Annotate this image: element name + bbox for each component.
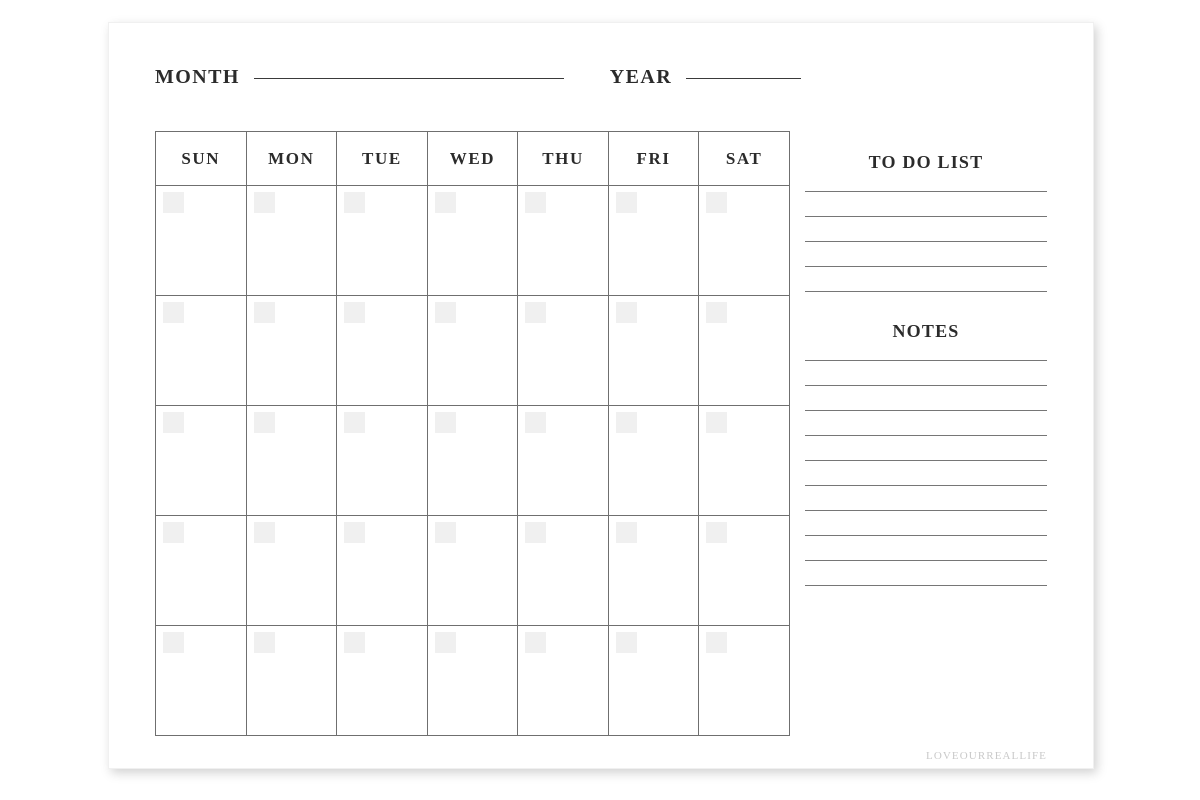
day-number-box — [616, 522, 637, 543]
day-number-box — [525, 632, 546, 653]
calendar-day-cell[interactable] — [156, 186, 247, 296]
day-number-box — [525, 412, 546, 433]
day-number-box — [254, 302, 275, 323]
day-number-box — [435, 302, 456, 323]
weekday-header-tue: TUE — [337, 132, 428, 186]
day-number-box — [163, 522, 184, 543]
calendar-week-row — [156, 626, 790, 736]
calendar-day-cell[interactable] — [156, 406, 247, 516]
calendar-day-cell[interactable] — [156, 626, 247, 736]
day-number-box — [616, 412, 637, 433]
calendar-day-cell[interactable] — [518, 626, 609, 736]
day-number-box — [706, 632, 727, 653]
calendar-day-cell[interactable] — [246, 516, 337, 626]
calendar-day-cell[interactable] — [608, 516, 699, 626]
day-number-box — [706, 522, 727, 543]
day-number-box — [344, 632, 365, 653]
header-fields — [155, 53, 1047, 101]
notes-line[interactable] — [805, 585, 1047, 586]
year-label: YEAR — [609, 65, 673, 88]
calendar-day-cell[interactable] — [427, 296, 518, 406]
day-number-box — [163, 632, 184, 653]
day-number-box — [254, 192, 275, 213]
calendar-day-cell[interactable] — [427, 406, 518, 516]
calendar-week-row — [156, 186, 790, 296]
calendar-day-cell[interactable] — [427, 626, 518, 736]
calendar-day-cell[interactable] — [337, 186, 428, 296]
notes-line[interactable] — [805, 510, 1047, 511]
day-number-box — [525, 192, 546, 213]
year-write-in-line[interactable] — [686, 78, 801, 79]
day-number-box — [706, 302, 727, 323]
calendar-day-cell[interactable] — [699, 186, 790, 296]
day-number-box — [163, 302, 184, 323]
calendar-day-cell[interactable] — [337, 296, 428, 406]
day-number-box — [525, 522, 546, 543]
sheet-content — [155, 53, 1047, 742]
weekday-header-sun: SUN — [156, 132, 247, 186]
todo-line[interactable] — [805, 266, 1047, 267]
day-number-box — [163, 412, 184, 433]
printable-calendar-sheet — [108, 22, 1094, 769]
calendar-day-cell[interactable] — [246, 296, 337, 406]
calendar-day-cell[interactable] — [518, 516, 609, 626]
calendar-day-cell[interactable] — [337, 516, 428, 626]
calendar-day-cell[interactable] — [427, 186, 518, 296]
calendar-table — [155, 131, 790, 736]
calendar-day-cell[interactable] — [608, 626, 699, 736]
day-number-box — [435, 522, 456, 543]
notes-line[interactable] — [805, 410, 1047, 411]
calendar-day-cell[interactable] — [699, 626, 790, 736]
notes-line[interactable] — [805, 560, 1047, 561]
todo-line[interactable] — [805, 241, 1047, 242]
todo-line[interactable] — [805, 216, 1047, 217]
weekday-header-fri: FRI — [608, 132, 699, 186]
sidebar-panel — [805, 131, 1047, 586]
calendar-day-cell[interactable] — [337, 626, 428, 736]
calendar-week-row — [156, 296, 790, 406]
day-number-box — [706, 412, 727, 433]
calendar-header-row — [156, 132, 790, 186]
day-number-box — [616, 302, 637, 323]
calendar-day-cell[interactable] — [699, 516, 790, 626]
main-area — [155, 131, 1047, 742]
notes-line[interactable] — [805, 535, 1047, 536]
day-number-box — [435, 192, 456, 213]
weekday-header-wed: WED — [427, 132, 518, 186]
calendar-day-cell[interactable] — [699, 406, 790, 516]
calendar-day-cell[interactable] — [337, 406, 428, 516]
day-number-box — [435, 632, 456, 653]
calendar-day-cell[interactable] — [699, 296, 790, 406]
todo-line[interactable] — [805, 191, 1047, 192]
notes-heading: NOTES — [892, 321, 960, 341]
weekday-header-thu: THU — [518, 132, 609, 186]
todo-list-heading: TO DO LIST — [868, 152, 984, 172]
month-write-in-line[interactable] — [254, 78, 564, 79]
notes-line[interactable] — [805, 435, 1047, 436]
day-number-box — [344, 412, 365, 433]
calendar-day-cell[interactable] — [518, 406, 609, 516]
day-number-box — [435, 412, 456, 433]
day-number-box — [344, 192, 365, 213]
calendar-day-cell[interactable] — [518, 186, 609, 296]
notes-line[interactable] — [805, 460, 1047, 461]
notes-line[interactable] — [805, 385, 1047, 386]
calendar-body — [156, 186, 790, 736]
day-number-box — [254, 522, 275, 543]
todo-line[interactable] — [805, 291, 1047, 292]
calendar-day-cell[interactable] — [518, 296, 609, 406]
calendar-day-cell[interactable] — [246, 626, 337, 736]
day-number-box — [706, 192, 727, 213]
day-number-box — [344, 522, 365, 543]
calendar-week-row — [156, 516, 790, 626]
calendar-day-cell[interactable] — [156, 516, 247, 626]
calendar-day-cell[interactable] — [608, 406, 699, 516]
day-number-box — [254, 632, 275, 653]
calendar-day-cell[interactable] — [608, 296, 699, 406]
day-number-box — [616, 632, 637, 653]
weekday-header-sat: SAT — [699, 132, 790, 186]
calendar-day-cell[interactable] — [427, 516, 518, 626]
month-label: MONTH — [155, 65, 240, 88]
calendar-grid — [155, 131, 790, 736]
year-field-group — [610, 66, 801, 89]
day-number-box — [525, 302, 546, 323]
day-number-box — [344, 302, 365, 323]
calendar-day-cell[interactable] — [246, 186, 337, 296]
calendar-day-cell[interactable] — [156, 296, 247, 406]
day-number-box — [616, 192, 637, 213]
calendar-day-cell[interactable] — [608, 186, 699, 296]
day-number-box — [254, 412, 275, 433]
calendar-week-row — [156, 406, 790, 516]
site-watermark: LOVEOURREALLIFE — [926, 750, 1047, 762]
calendar-day-cell[interactable] — [246, 406, 337, 516]
notes-line[interactable] — [805, 485, 1047, 486]
notes-line[interactable] — [805, 360, 1047, 361]
weekday-header-mon: MON — [246, 132, 337, 186]
day-number-box — [163, 192, 184, 213]
